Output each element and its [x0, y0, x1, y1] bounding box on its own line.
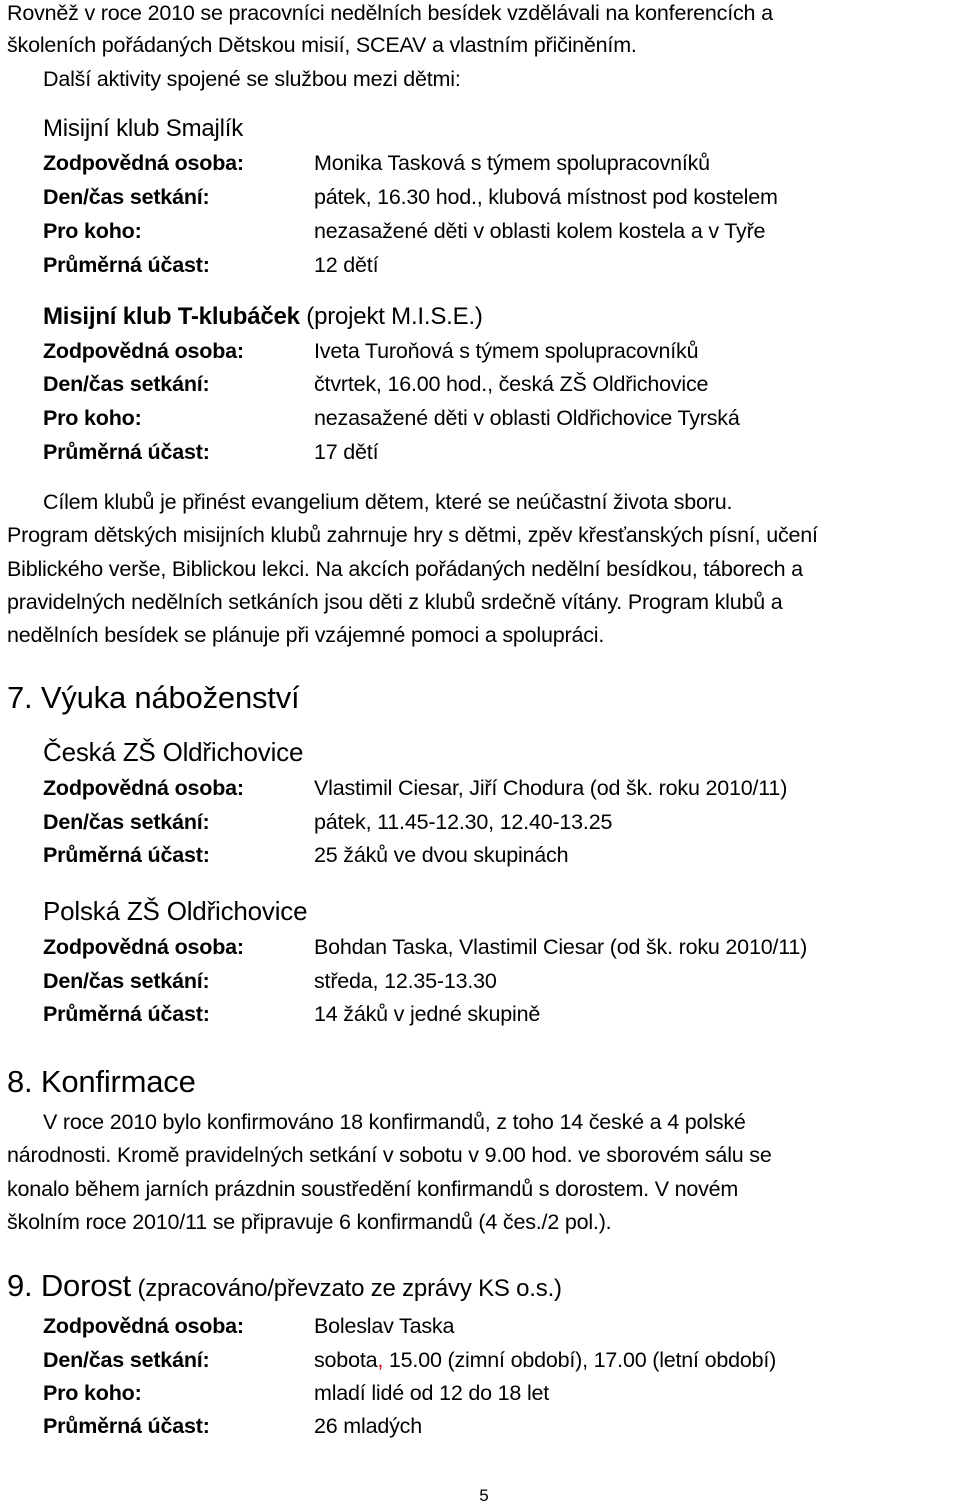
section9-heading-title: 9. Dorost: [7, 1268, 131, 1303]
field-value: [314, 1345, 776, 1375]
section9-heading-note: (zpracováno/převzato ze zprávy KS o.s.): [130, 1275, 562, 1302]
field-label: Průměrná účast:: [43, 1414, 210, 1438]
field-value: Iveta Turoňová s týmem spolupracovníků: [314, 339, 699, 363]
school1-title: Česká ZŠ Oldřichovice: [43, 737, 304, 767]
field-label: Zodpovědná osoba:: [43, 776, 244, 800]
clubs-text-line-2: Program dětských misijních klubů zahrnuje hry s dětmi, zpěv křesťanských písní, učení: [7, 523, 818, 547]
field-value: 17 dětí: [314, 440, 379, 464]
section8-heading: 8. Konfirmace: [7, 1064, 196, 1099]
field-value: Monika Tasková s týmem spolupracovníků: [314, 151, 710, 175]
field-value: nezasažené děti v oblasti kolem kostela a v Tyře: [314, 219, 766, 243]
section7-heading: 7. Výuka náboženství: [7, 680, 300, 715]
school2-title: Polská ZŠ Oldřichovice: [43, 896, 308, 926]
field-label: Zodpovědná osoba:: [43, 151, 244, 175]
field-label: Den/čas setkání:: [43, 1348, 210, 1372]
clubs-text-line-5: nedělních besídek se plánuje při vzájemné pomoci a spolupráci.: [7, 623, 605, 647]
field-label: Zodpovědná osoba:: [43, 935, 244, 959]
page-number: 5: [479, 1486, 489, 1505]
field-value: Vlastimil Ciesar, Jiří Chodura (od šk. roku 2010/11): [314, 776, 788, 800]
field-value-times: 15.00 (zimní období), 17.00 (letní období): [383, 1348, 777, 1372]
red-comma: ,: [377, 1348, 384, 1372]
field-label: Pro koho:: [43, 1381, 142, 1405]
club1-title: Misijní klub Smajlík: [43, 115, 244, 142]
field-value: pátek, 11.45-12.30, 12.40-13.25: [314, 810, 613, 834]
field-label: Den/čas setkání:: [43, 372, 210, 396]
clubs-text-line-3: Biblického verše, Biblickou lekci. Na akcích pořádaných nedělní besídkou, táborech a: [7, 557, 803, 581]
intro-line-2: školeních pořádaných Dětskou misií, SCEAV a vlastním přičiněním.: [7, 33, 637, 57]
club2-title-note: (projekt M.I.S.E.): [299, 303, 483, 330]
field-value: Boleslav Taska: [314, 1314, 455, 1338]
field-label: Zodpovědná osoba:: [43, 339, 244, 363]
field-value: Bohdan Taska, Vlastimil Ciesar (od šk. roku 2010/11): [314, 935, 808, 959]
section8-line-4: školním roce 2010/11 se připravuje 6 konfirmandů (4 čes./2 pol.).: [7, 1210, 612, 1234]
field-value: čtvrtek, 16.00 hod., česká ZŠ Oldřichovice: [314, 372, 709, 396]
intro-line-3: Další aktivity spojené se službou mezi dětmi:: [43, 67, 461, 91]
field-value: 12 dětí: [314, 253, 379, 277]
field-label: Průměrná účast:: [43, 440, 210, 464]
field-value: 25 žáků ve dvou skupinách: [314, 843, 569, 867]
field-value: 26 mladých: [314, 1414, 422, 1438]
field-label: Průměrná účast:: [43, 253, 210, 277]
section8-line-1: V roce 2010 bylo konfirmováno 18 konfirmandů, z toho 14 české a 4 polské: [43, 1110, 746, 1134]
field-value: nezasažené děti v oblasti Oldřichovice Tyrská: [314, 406, 740, 430]
field-value: pátek, 16.30 hod., klubová místnost pod kostelem: [314, 185, 778, 209]
field-label: Den/čas setkání:: [43, 969, 210, 993]
field-label: Průměrná účast:: [43, 1002, 210, 1026]
field-value: 14 žáků v jedné skupině: [314, 1002, 541, 1026]
section9-heading: [7, 1268, 562, 1307]
club2-title: [43, 302, 483, 332]
section8-line-3: konalo během jarních prázdnin soustředění konfirmandů s dorostem. V novém: [7, 1177, 739, 1201]
field-label: Průměrná účast:: [43, 843, 210, 867]
field-label: Den/čas setkání:: [43, 185, 210, 209]
clubs-text-line-1: Cílem klubů je přinést evangelium dětem, které se neúčastní života sboru.: [43, 490, 733, 514]
section8-line-2: národnosti. Kromě pravidelných setkání v sobotu v 9.00 hod. ve sborovém sálu se: [7, 1143, 772, 1167]
clubs-text-line-4: pravidelných nedělních setkáních jsou děti z klubů srdečně vítány. Program klubů a: [7, 590, 783, 614]
field-value: mladí lidé od 12 do 18 let: [314, 1381, 550, 1405]
field-label: Den/čas setkání:: [43, 810, 210, 834]
field-label: Pro koho:: [43, 406, 142, 430]
intro-line-1: Rovněž v roce 2010 se pracovníci nedělních besídek vzdělávali na konferencích a: [7, 1, 773, 25]
field-value: středa, 12.35-13.30: [314, 969, 497, 993]
field-label: Zodpovědná osoba:: [43, 1314, 244, 1338]
field-value-day: sobota: [314, 1348, 378, 1372]
field-label: Pro koho:: [43, 219, 142, 243]
club2-title-bold: Misijní klub T-klubáček: [43, 303, 300, 330]
